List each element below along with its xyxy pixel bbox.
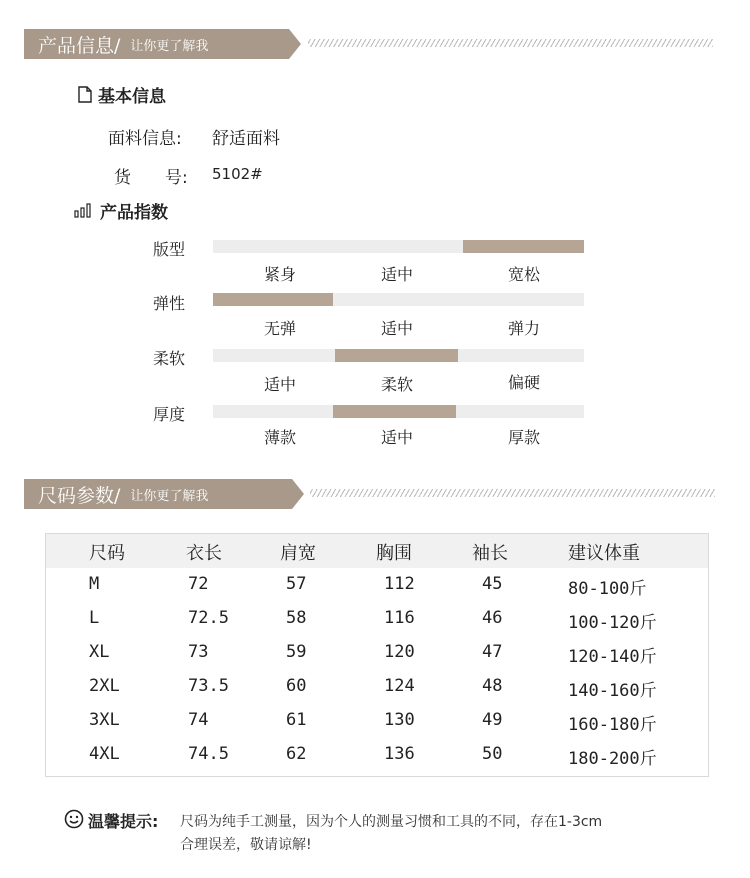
table-cell: 49 — [482, 710, 503, 730]
tip-line-1: 尺码为纯手工测量，因为个人的测量习惯和工具的不同，存在1-3cm — [180, 814, 603, 830]
index-option: 无弹 — [263, 319, 296, 338]
banner-title: 产品信息/ — [38, 34, 121, 57]
table-cell: 124 — [384, 676, 415, 696]
table-cell: 100-120斤 — [568, 613, 657, 633]
index-title: 产品指数 — [100, 203, 168, 223]
tip-label: 温馨提示: — [88, 812, 159, 831]
banner-subtitle: 让你更了解我 — [130, 488, 209, 504]
table-cell: 72.5 — [188, 608, 229, 628]
table-cell: 74.5 — [188, 744, 229, 764]
index-label-thickness: 厚度 — [153, 405, 186, 424]
table-cell: 74 — [188, 710, 209, 730]
table-cell: 72 — [188, 574, 209, 594]
bar-chart-icon — [74, 203, 94, 218]
table-cell: 46 — [482, 608, 503, 628]
header-cell: 尺码 — [89, 543, 125, 564]
table-cell: 140-160斤 — [568, 681, 657, 701]
table-cell: 45 — [482, 574, 503, 594]
index-option: 紧身 — [263, 265, 296, 284]
table-cell: 112 — [384, 574, 415, 594]
index-label-fit: 版型 — [153, 240, 186, 259]
index-fill-thickness — [333, 405, 456, 418]
table-cell: 116 — [384, 608, 415, 628]
table-cell: M — [89, 574, 100, 594]
index-option: 弹力 — [507, 319, 540, 338]
index-fill-softness — [335, 349, 458, 362]
tip-line-2: 合理误差，敬请谅解! — [180, 837, 312, 853]
banner-subtitle: 让你更了解我 — [130, 38, 209, 54]
index-option: 适中 — [380, 428, 413, 447]
table-cell: 3XL — [89, 710, 120, 730]
header-cell: 建议体重 — [568, 543, 640, 564]
fabric-label: 面料信息: — [108, 129, 182, 149]
index-option: 柔软 — [380, 375, 413, 394]
table-cell: 136 — [384, 744, 415, 764]
table-cell: 47 — [482, 642, 503, 662]
index-track-elasticity — [213, 293, 584, 306]
index-label-softness: 柔软 — [153, 349, 186, 368]
index-option: 宽松 — [507, 265, 540, 284]
table-cell: 73 — [188, 642, 209, 662]
table-cell: 60 — [286, 676, 307, 696]
item-value: 5102# — [212, 165, 263, 183]
table-cell: 50 — [482, 744, 503, 764]
table-cell: 57 — [286, 574, 307, 594]
table-header — [46, 534, 708, 568]
index-option: 薄款 — [263, 428, 296, 447]
index-option: 厚款 — [507, 428, 540, 447]
table-cell: 59 — [286, 642, 307, 662]
basic-info-title: 基本信息 — [98, 87, 166, 107]
table-cell: 120 — [384, 642, 415, 662]
banner-tail — [289, 29, 301, 59]
table-cell: 120-140斤 — [568, 647, 657, 667]
table-cell: 160-180斤 — [568, 715, 657, 735]
table-cell: 62 — [286, 744, 307, 764]
smiley-icon — [64, 809, 84, 829]
index-track-thickness — [213, 405, 584, 418]
hatch-divider — [308, 39, 713, 47]
table-cell: 130 — [384, 710, 415, 730]
table-cell: 4XL — [89, 744, 120, 764]
index-option: 偏硬 — [507, 373, 540, 392]
table-cell: 58 — [286, 608, 307, 628]
index-track-fit — [213, 240, 584, 253]
hatch-divider — [310, 489, 715, 497]
table-cell: L — [89, 608, 100, 628]
table-cell: 180-200斤 — [568, 749, 657, 769]
table-cell: 2XL — [89, 676, 120, 696]
index-track-softness — [213, 349, 584, 362]
index-label-elasticity: 弹性 — [153, 294, 186, 313]
header-cell: 胸围 — [376, 543, 412, 564]
table-cell: 80-100斤 — [568, 579, 647, 599]
document-icon — [78, 86, 92, 103]
index-heading — [74, 198, 168, 223]
header-cell: 袖长 — [472, 543, 508, 564]
size-banner — [24, 479, 292, 509]
table-cell: XL — [89, 642, 110, 662]
index-option: 适中 — [380, 319, 413, 338]
table-cell: 48 — [482, 676, 503, 696]
table-cell: 73.5 — [188, 676, 229, 696]
index-option: 适中 — [263, 375, 296, 394]
banner-title: 尺码参数/ — [38, 484, 121, 507]
header-cell: 肩宽 — [280, 543, 316, 564]
index-option: 适中 — [380, 265, 413, 284]
table-cell: 61 — [286, 710, 307, 730]
basic-info-heading — [78, 82, 166, 107]
index-fill-fit — [463, 240, 584, 253]
item-label: 货 号: — [114, 168, 188, 188]
banner-tail — [292, 479, 304, 509]
fabric-value: 舒适面料 — [212, 129, 280, 149]
product-info-banner — [24, 29, 289, 59]
header-cell: 衣长 — [186, 543, 222, 564]
index-fill-elasticity — [213, 293, 333, 306]
size-table — [45, 533, 709, 777]
